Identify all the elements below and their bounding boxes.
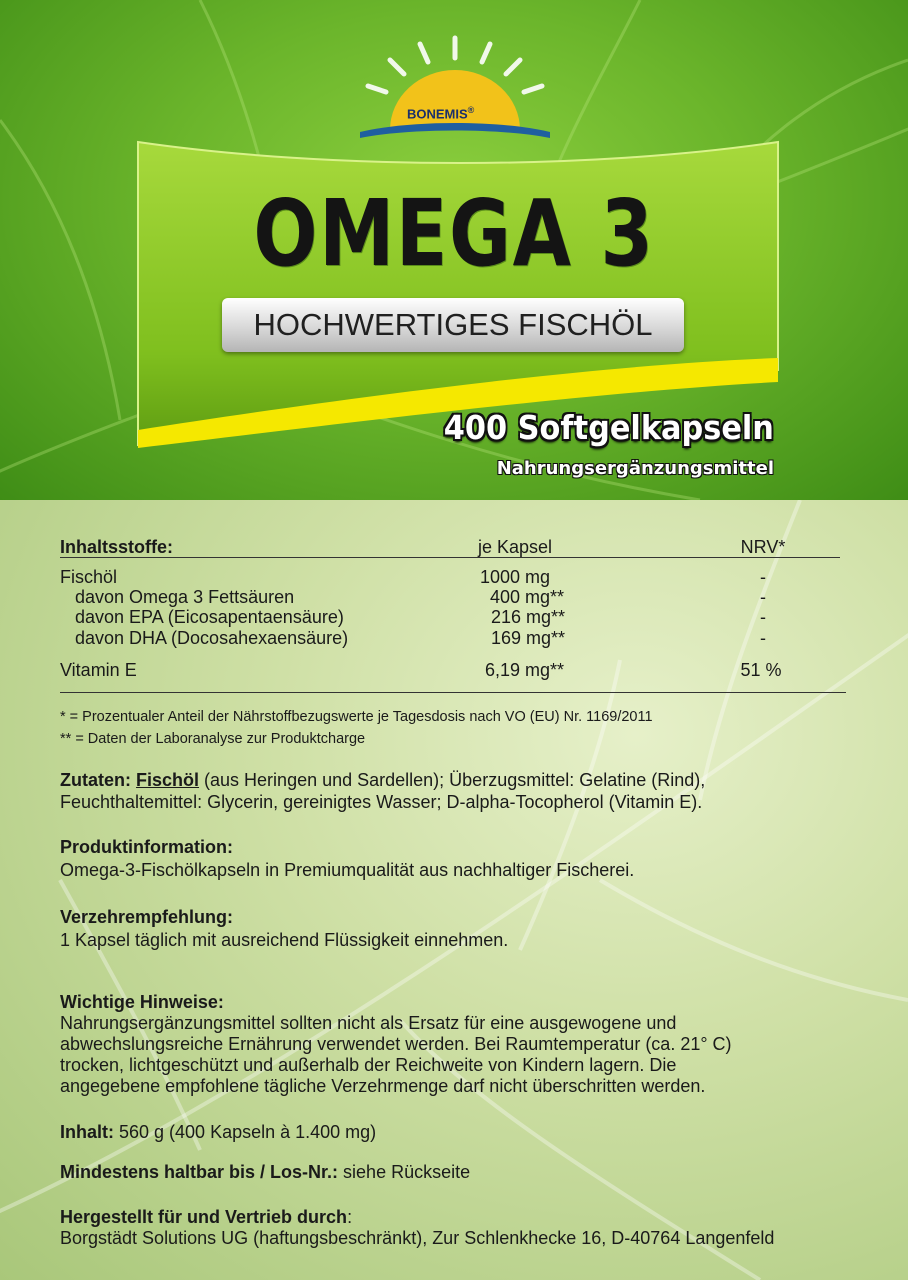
net-content: Inhalt: 560 g (400 Kapseln à 1.400 mg)	[60, 1122, 377, 1142]
ingredients-line-1: Zutaten: Fischöl (aus Heringen und Sardellen); Überzugsmittel: Gelatine (Rind),	[60, 770, 706, 790]
warnings-line: Nahrungsergänzungsmittel sollten nicht als Ersatz für eine ausgewogene und	[60, 1013, 677, 1033]
bonemis-logo	[350, 30, 560, 140]
product-title: OMEGA 3	[253, 180, 655, 287]
table-divider-bottom	[60, 692, 846, 693]
product-category: Nahrungsergänzungsmittel	[496, 458, 774, 479]
table-row-nrv: -	[760, 567, 766, 587]
product-subtitle: HOCHWERTIGES FISCHÖL	[222, 298, 684, 352]
table-divider-top	[60, 557, 840, 558]
manufacturer-heading: Hergestellt für und Vertrieb durch:	[60, 1207, 353, 1227]
table-row-nrv: -	[760, 607, 766, 627]
warnings-heading: Wichtige Hinweise:	[60, 992, 224, 1012]
footnote-lab: ** = Daten der Laboranalyse zur Produktcharge	[60, 731, 366, 747]
warnings-line: abwechslungsreiche Ernährung verwendet werden. Bei Raumtemperatur (ca. 21° C)	[60, 1034, 732, 1054]
table-row-per: 216 mg**	[491, 607, 566, 627]
table-row-per: 6,19 mg**	[485, 660, 565, 680]
nutrition-header-name: Inhaltsstoffe:	[60, 537, 174, 557]
table-row-name: Vitamin E	[60, 660, 137, 680]
table-row-per: 169 mg**	[491, 628, 566, 648]
product-info-text: Omega-3-Fischölkapseln in Premiumqualität aus nachhaltiger Fischerei.	[60, 860, 635, 880]
product-info-heading: Produktinformation:	[60, 837, 233, 857]
table-row-name: Fischöl	[60, 567, 118, 587]
table-row-nrv: -	[760, 628, 766, 648]
dosage-text: 1 Kapsel täglich mit ausreichend Flüssigkeit einnehmen.	[60, 930, 509, 950]
ingredients-line-2: Feuchthaltemittel: Glycerin, gereinigtes Wasser; D-alpha-Tocopherol (Vitamin E).	[60, 792, 703, 812]
title-banner	[130, 130, 790, 450]
table-row-per: 400 mg**	[490, 587, 565, 607]
nutrition-header-nrv: NRV*	[740, 537, 786, 557]
warnings-line: trocken, lichtgeschützt und außerhalb der Reichweite von Kindern lagern. Die	[60, 1055, 677, 1075]
table-row-name: davon EPA (Eicosapentaensäure)	[75, 607, 344, 627]
table-row-per: 1000 mg	[480, 567, 551, 587]
header-area	[0, 0, 908, 500]
table-row-nrv: -	[760, 587, 766, 607]
table-row-name: davon Omega 3 Fettsäuren	[75, 587, 295, 607]
manufacturer-address: Borgstädt Solutions UG (haftungsbeschränkt), Zur Schlenkhecke 16, D-40764 Langenfeld	[60, 1228, 775, 1248]
table-row-name: davon DHA (Docosahexaensäure)	[75, 628, 349, 648]
nutrition-header-per: je Kapsel	[477, 537, 553, 557]
capsule-count: 400 Softgelkapseln	[443, 408, 774, 447]
footnote-nrv: * = Prozentualer Anteil der Nährstoffbezugswerte je Tagesdosis nach VO (EU) Nr. 1169/2011	[60, 709, 653, 725]
dosage-heading: Verzehrempfehlung:	[60, 907, 234, 927]
warnings-line: angegebene empfohlene tägliche Verzehrmenge darf nicht überschritten werden.	[60, 1076, 706, 1096]
table-row-nrv: 51 %	[740, 660, 782, 680]
brand-name: BONEMIS®	[407, 105, 475, 122]
best-before: Mindestens haltbar bis / Los-Nr.: siehe Rückseite	[60, 1162, 471, 1182]
